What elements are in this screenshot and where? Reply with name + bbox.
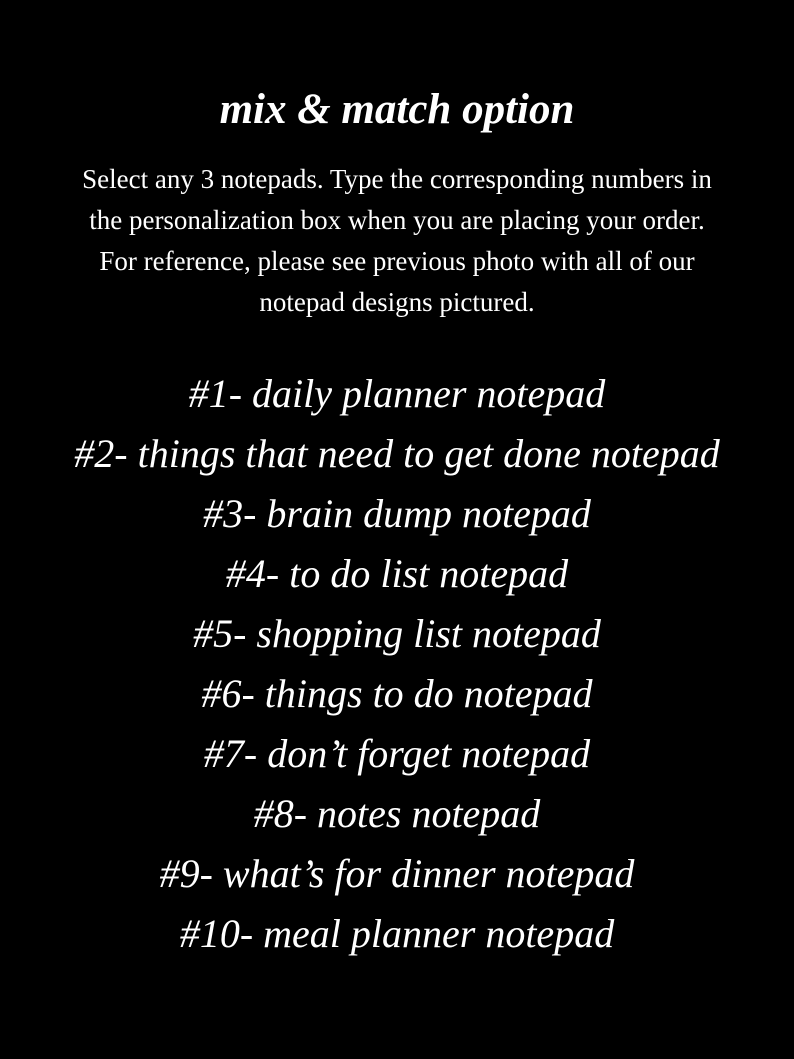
notepad-options-list [0,364,794,964]
notepad-option-1: #1- daily planner notepad [188,371,606,416]
instructions-line: notepad designs pictured. [259,287,535,317]
instructions-line: the personalization box when you are placing your order. [89,205,705,235]
notepad-option-10: #10- meal planner notepad [179,911,615,956]
notepad-option-4: #4- to do list notepad [225,551,569,596]
instructions-text [30,159,764,323]
instructions-line: For reference, please see previous photo with all of our [99,246,695,276]
notepad-option-9: #9- what’s for dinner notepad [159,851,635,896]
notepad-option-3: #3- brain dump notepad [203,491,591,536]
notepad-option-2: #2- things that need to get done notepad [74,431,720,476]
page-title: mix & match option [219,86,575,133]
notepad-option-7: #7- don’t forget notepad [203,731,591,776]
notepad-option-6: #6- things to do notepad [201,671,593,716]
notepad-option-5: #5- shopping list notepad [193,611,601,656]
instructions-line: Select any 3 notepads. Type the corresponding numbers in [82,164,712,194]
notepad-option-8: #8- notes notepad [253,791,541,836]
